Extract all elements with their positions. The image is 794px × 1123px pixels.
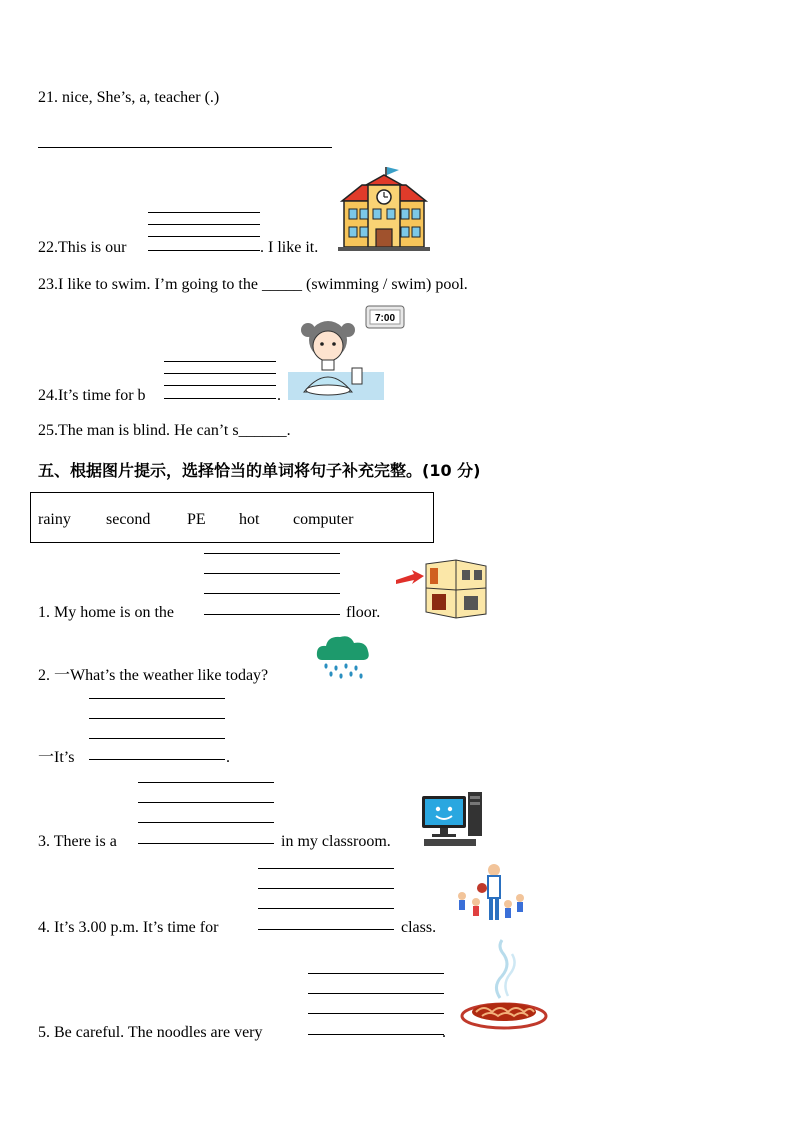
question-25-suffix: . [286,422,291,439]
sentence-3-suffix: in my classroom. [281,833,391,850]
sentence-4-prefix: 4. It’s 3.00 p.m. It’s time for [38,919,219,936]
word-bank-item: computer [293,511,354,528]
sentence-2-suffix: . [226,749,230,766]
sentence-1-prefix: 1. My home is on the [38,604,174,621]
question-24-prefix: 24.It’s time for b [38,387,146,404]
sentence-2-prefix: 一It’s [38,749,75,766]
rain-cloud-icon [314,632,372,682]
answer-blank-s1[interactable] [204,614,340,615]
sentence-4-suffix: class. [401,919,437,936]
writing-guide-line [204,573,340,574]
writing-guide-line [308,993,444,994]
sentence-3-prefix: 3. There is a [38,833,117,850]
clock-time: 7:00 [374,313,396,324]
writing-guide-line [138,802,274,803]
writing-guide-line [258,908,394,909]
writing-guide-line [204,553,340,554]
writing-guide-line [148,224,260,225]
section-5-title: 五、根据图片提示，选择恰当的单词将句子补充完整。(10 分) [38,461,481,480]
writing-guide-line [308,973,444,974]
question-24-suffix: . [277,387,281,404]
word-bank-item: hot [239,511,260,528]
school-icon [336,163,432,253]
computer-icon [420,790,486,848]
writing-guide-line [89,718,225,719]
answer-blank-24[interactable] [164,398,276,399]
answer-blank-s2[interactable] [89,759,225,760]
question-21: 21. nice, She’s, a, teacher (.) [38,89,220,106]
sentence-5-prefix: 5. Be careful. The noodles are very [38,1024,263,1041]
writing-guide-line [89,698,225,699]
writing-guide-line [258,868,394,869]
question-23 [38,275,468,295]
pe-class-icon [452,862,530,928]
writing-guide-line [164,385,276,386]
answer-blank-25[interactable]: ______ [238,422,287,439]
writing-guide-line [148,236,260,237]
question-23-suffix: (swimming / swim) pool. [305,276,468,293]
answer-blank-22[interactable] [148,250,260,251]
question-22-prefix: 22.This is our [38,239,127,256]
answer-blank-23[interactable]: _____ [261,276,302,293]
girl-eating-breakfast-icon [288,304,408,402]
answer-line-21[interactable] [38,147,332,148]
writing-guide-line [138,822,274,823]
writing-guide-line [138,782,274,783]
word-bank [30,492,434,543]
writing-guide-line [258,888,394,889]
writing-guide-line [164,361,276,362]
writing-guide-line [148,212,260,213]
answer-blank-s3[interactable] [138,843,274,844]
word-bank-item: rainy [38,511,71,528]
hot-noodles-icon [460,938,550,1036]
writing-guide-line [308,1013,444,1014]
word-bank-item: second [106,511,151,528]
sentence-5-suffix: . [442,1024,446,1041]
question-25-prefix: 25.The man is blind. He can’t s [38,422,239,439]
house-floor-icon [394,556,490,620]
question-22-suffix: . I like it. [260,239,319,256]
sentence-1-suffix: floor. [346,604,381,621]
sentence-2-question: 2. 一What’s the weather like today? [38,667,269,684]
writing-guide-line [204,593,340,594]
word-bank-item: PE [187,511,206,528]
writing-guide-line [89,738,225,739]
answer-blank-s5[interactable] [308,1034,444,1035]
question-25 [38,421,291,441]
question-23-prefix: 23.I like to swim. I’m going to the [38,276,258,293]
writing-guide-line [164,373,276,374]
answer-blank-s4[interactable] [258,929,394,930]
